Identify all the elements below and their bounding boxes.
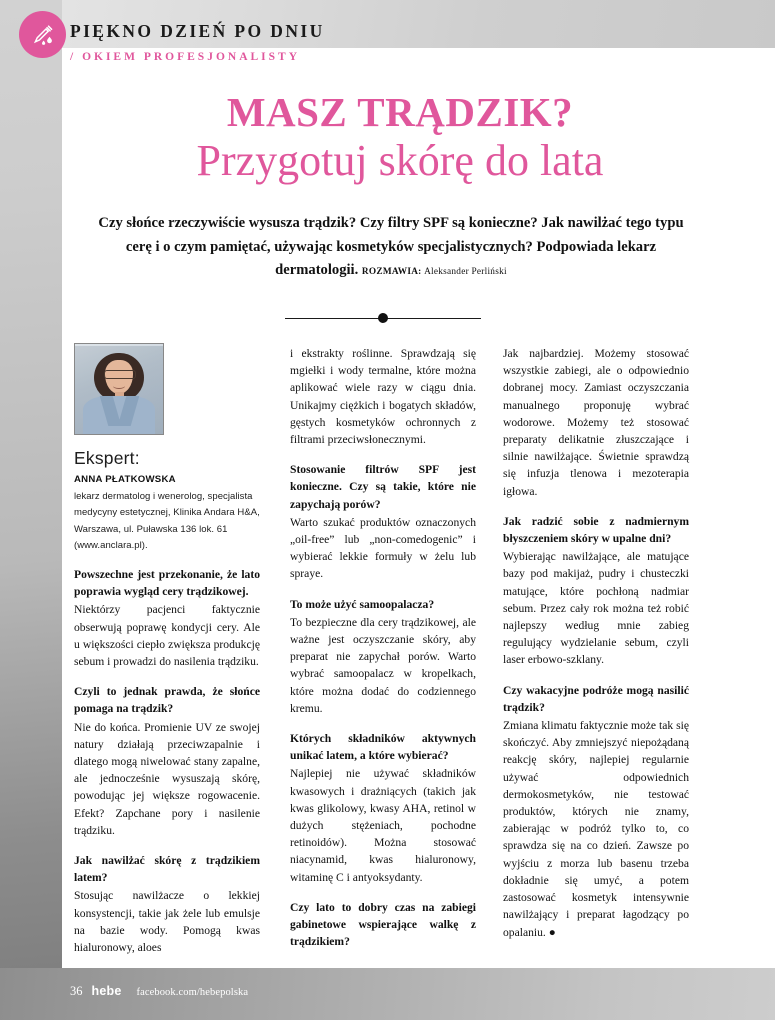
text-column-2	[290, 345, 476, 952]
answer-paragraph: Wybierając nawilżające, ale matujące bazy pod makijaż, pudry i chusteczki matujące, które pochłoną nadmiar sebum. Przez cały rok można też robić najlepszy według mnie zabieg regulujący wydzielanie sebum, czyli laser erbowo-szklany.	[503, 550, 689, 667]
brand-logo: hebe	[91, 984, 122, 998]
page-number: 36	[70, 984, 83, 998]
expert-name: ANNA PŁATKOWSKA	[74, 474, 176, 485]
byline	[362, 267, 507, 277]
page-kicker: PIĘKNO DZIEŃ PO DNIU	[70, 21, 325, 41]
paragraph-spacer	[290, 886, 476, 899]
answer-paragraph: Stosując nawilżacze o lekkiej konsystencji, takie jak żele lub emulsje na bazie wody. Pomogą kwas hialuronowy, aloes	[74, 889, 260, 955]
text-column-3	[503, 345, 689, 941]
social-link[interactable]: facebook.com/hebepolska	[136, 987, 249, 998]
byline-name: Aleksander Perliński	[424, 267, 507, 278]
question-paragraph: Jak radzić sobie z nadmiernym błyszczeniem skóry w upalne dni?	[503, 514, 689, 546]
question-paragraph: To może użyć samoopalacza?	[290, 597, 435, 611]
left-gray-rail	[0, 0, 62, 1020]
answer-paragraph: i ekstrakty roślinne. Sprawdzają się mgiełki i wody termalne, które można aplikować wiele razy w ciągu dnia. Unikajmy ciężkich i bogatych składów, gęstych kosmetyków ochronnych z filtrami przeciwsłonecznymi.	[290, 347, 476, 447]
avatar-smile	[113, 383, 125, 389]
answer-paragraph: Jak najbardziej. Możemy stosować wszystkie zabiegi, ale o odpowiednio dobranej mocy. Zamiast oczyszczania manualnego proponuję wybrać wodorowe. Możemy też stosować preparaty delikatnie złuszczające i silnie nawilżające. Świetnie sprawdzą się infuzja tlenowa i mezoterapia igłowa.	[503, 347, 689, 498]
avatar	[74, 343, 164, 435]
paragraph-spacer	[290, 583, 476, 596]
question-paragraph: Czy wakacyjne podróże mogą nasilić trądzik?	[503, 683, 689, 714]
divider-dot	[378, 313, 388, 323]
answer-paragraph: Nie do końca. Promienie UV ze swojej natury działają przeciwzapalnie i dlatego mogą niwelować stany zapalne, ale jednocześnie wysuszają skórę, powodując jej większe rogowacenie. Efekt? Zapchane pory i nasilenie trądziku.	[74, 720, 260, 837]
expert-bio	[74, 343, 260, 554]
question-paragraph: Jak nawilżać skórę z trądzikiem latem?	[74, 854, 260, 885]
standfirst	[96, 212, 686, 283]
answer-paragraph: Zmiana klimatu faktycznie może tak się skończyć. Aby zmniejszyć niepożądaną reakcję skóry, najlepiej regularnie używać odpowiednich dermokosmetyków, nie testować produktów, których nie znamy, zabierając w podróż tylko to, co sprawdza się na co dzień. Zawsze po wyjściu z morza lub basenu trzeba dokładnie się umyć, a potem zastosować kosmetyk intensywnie nawilżający i preparat łagodzący po opalaniu. ●	[503, 719, 689, 939]
page-title	[100, 89, 700, 185]
question-paragraph: Powszechne jest przekonanie, że lato poprawia wygląd cery trądzikowej.	[74, 568, 260, 599]
paragraph-spacer	[74, 839, 260, 852]
headline-line-1: MASZ TRĄDZIK?	[226, 89, 574, 135]
paragraph-spacer	[290, 717, 476, 730]
divider-ornament	[285, 313, 481, 323]
section-label: / OKIEM PROFESJONALISTY	[70, 51, 301, 63]
answer-paragraph: Niektórzy pacjenci faktycznie obserwują poprawę kondycji cery. Ale u większości ciepło zwiększa produkcję sebum i prowadzi do nasilenia trądziku.	[74, 603, 260, 669]
paragraph-spacer	[290, 448, 476, 461]
expert-description: lekarz dermatolog i wenerolog, specjalista medycyny estetycznej, Klinika Andara H&A, Warszawa, ul. Puławska 136 lok. 61 (www.anclara.pl).	[74, 491, 260, 551]
expert-title: Ekspert:	[74, 448, 140, 468]
answer-paragraph: To bezpieczne dla cery trądzikowej, ale ważne jest oczyszczanie skóry, aby preparat nie zapychał porów. Warto wybrać samoopalacz w kropelkach, które można dodać do codziennego kremu.	[290, 615, 476, 715]
page-footer	[70, 984, 248, 999]
glasses-icon	[104, 370, 136, 379]
byline-label: ROZMAWIA:	[361, 267, 422, 278]
question-paragraph: Czy lato to dobry czas na zabiegi gabinetowe wspierające walkę z trądzikiem?	[290, 900, 476, 949]
paragraph-spacer	[503, 500, 689, 513]
question-paragraph: Czyli to jednak prawda, że słońce pomaga na trądzik?	[74, 685, 260, 716]
text-column-1	[74, 566, 260, 956]
question-paragraph: Których składników aktywnych unikać latem, a które wybierać?	[290, 732, 476, 763]
headline-line-2: Przygotuj skórę do lata	[196, 136, 604, 185]
answer-paragraph: Warto szukać produktów oznaczonych „oil-free” lub „non-comedogenic” i wybierać lekkie formuły w żelu lub spraye.	[290, 515, 476, 581]
dropper-icon	[19, 11, 66, 58]
paragraph-spacer	[503, 669, 689, 682]
paragraph-spacer	[74, 670, 260, 683]
answer-paragraph: Najlepiej nie używać składników kwasowych i drażniących (takich jak kwas glikolowy, kwasy AHA, retinol w dużych stężeniach, pochodne retinoidów). Można stosować niacynamid, kwas hialuronowy, witaminę C i antyoksydanty.	[290, 767, 476, 884]
avatar-jacket	[83, 396, 155, 435]
standfirst-text: Czy słońce rzeczywiście wysusza trądzik? Czy filtry SPF są konieczne? Jak nawilżać tego typu cerę i o czym pamiętać, używając kosmetyków specjalistycznych? Podpowiada lekarz dermatologii.	[98, 215, 684, 279]
question-paragraph: Stosowanie filtrów SPF jest konieczne. Czy są takie, które nie zapychają porów?	[290, 463, 476, 511]
